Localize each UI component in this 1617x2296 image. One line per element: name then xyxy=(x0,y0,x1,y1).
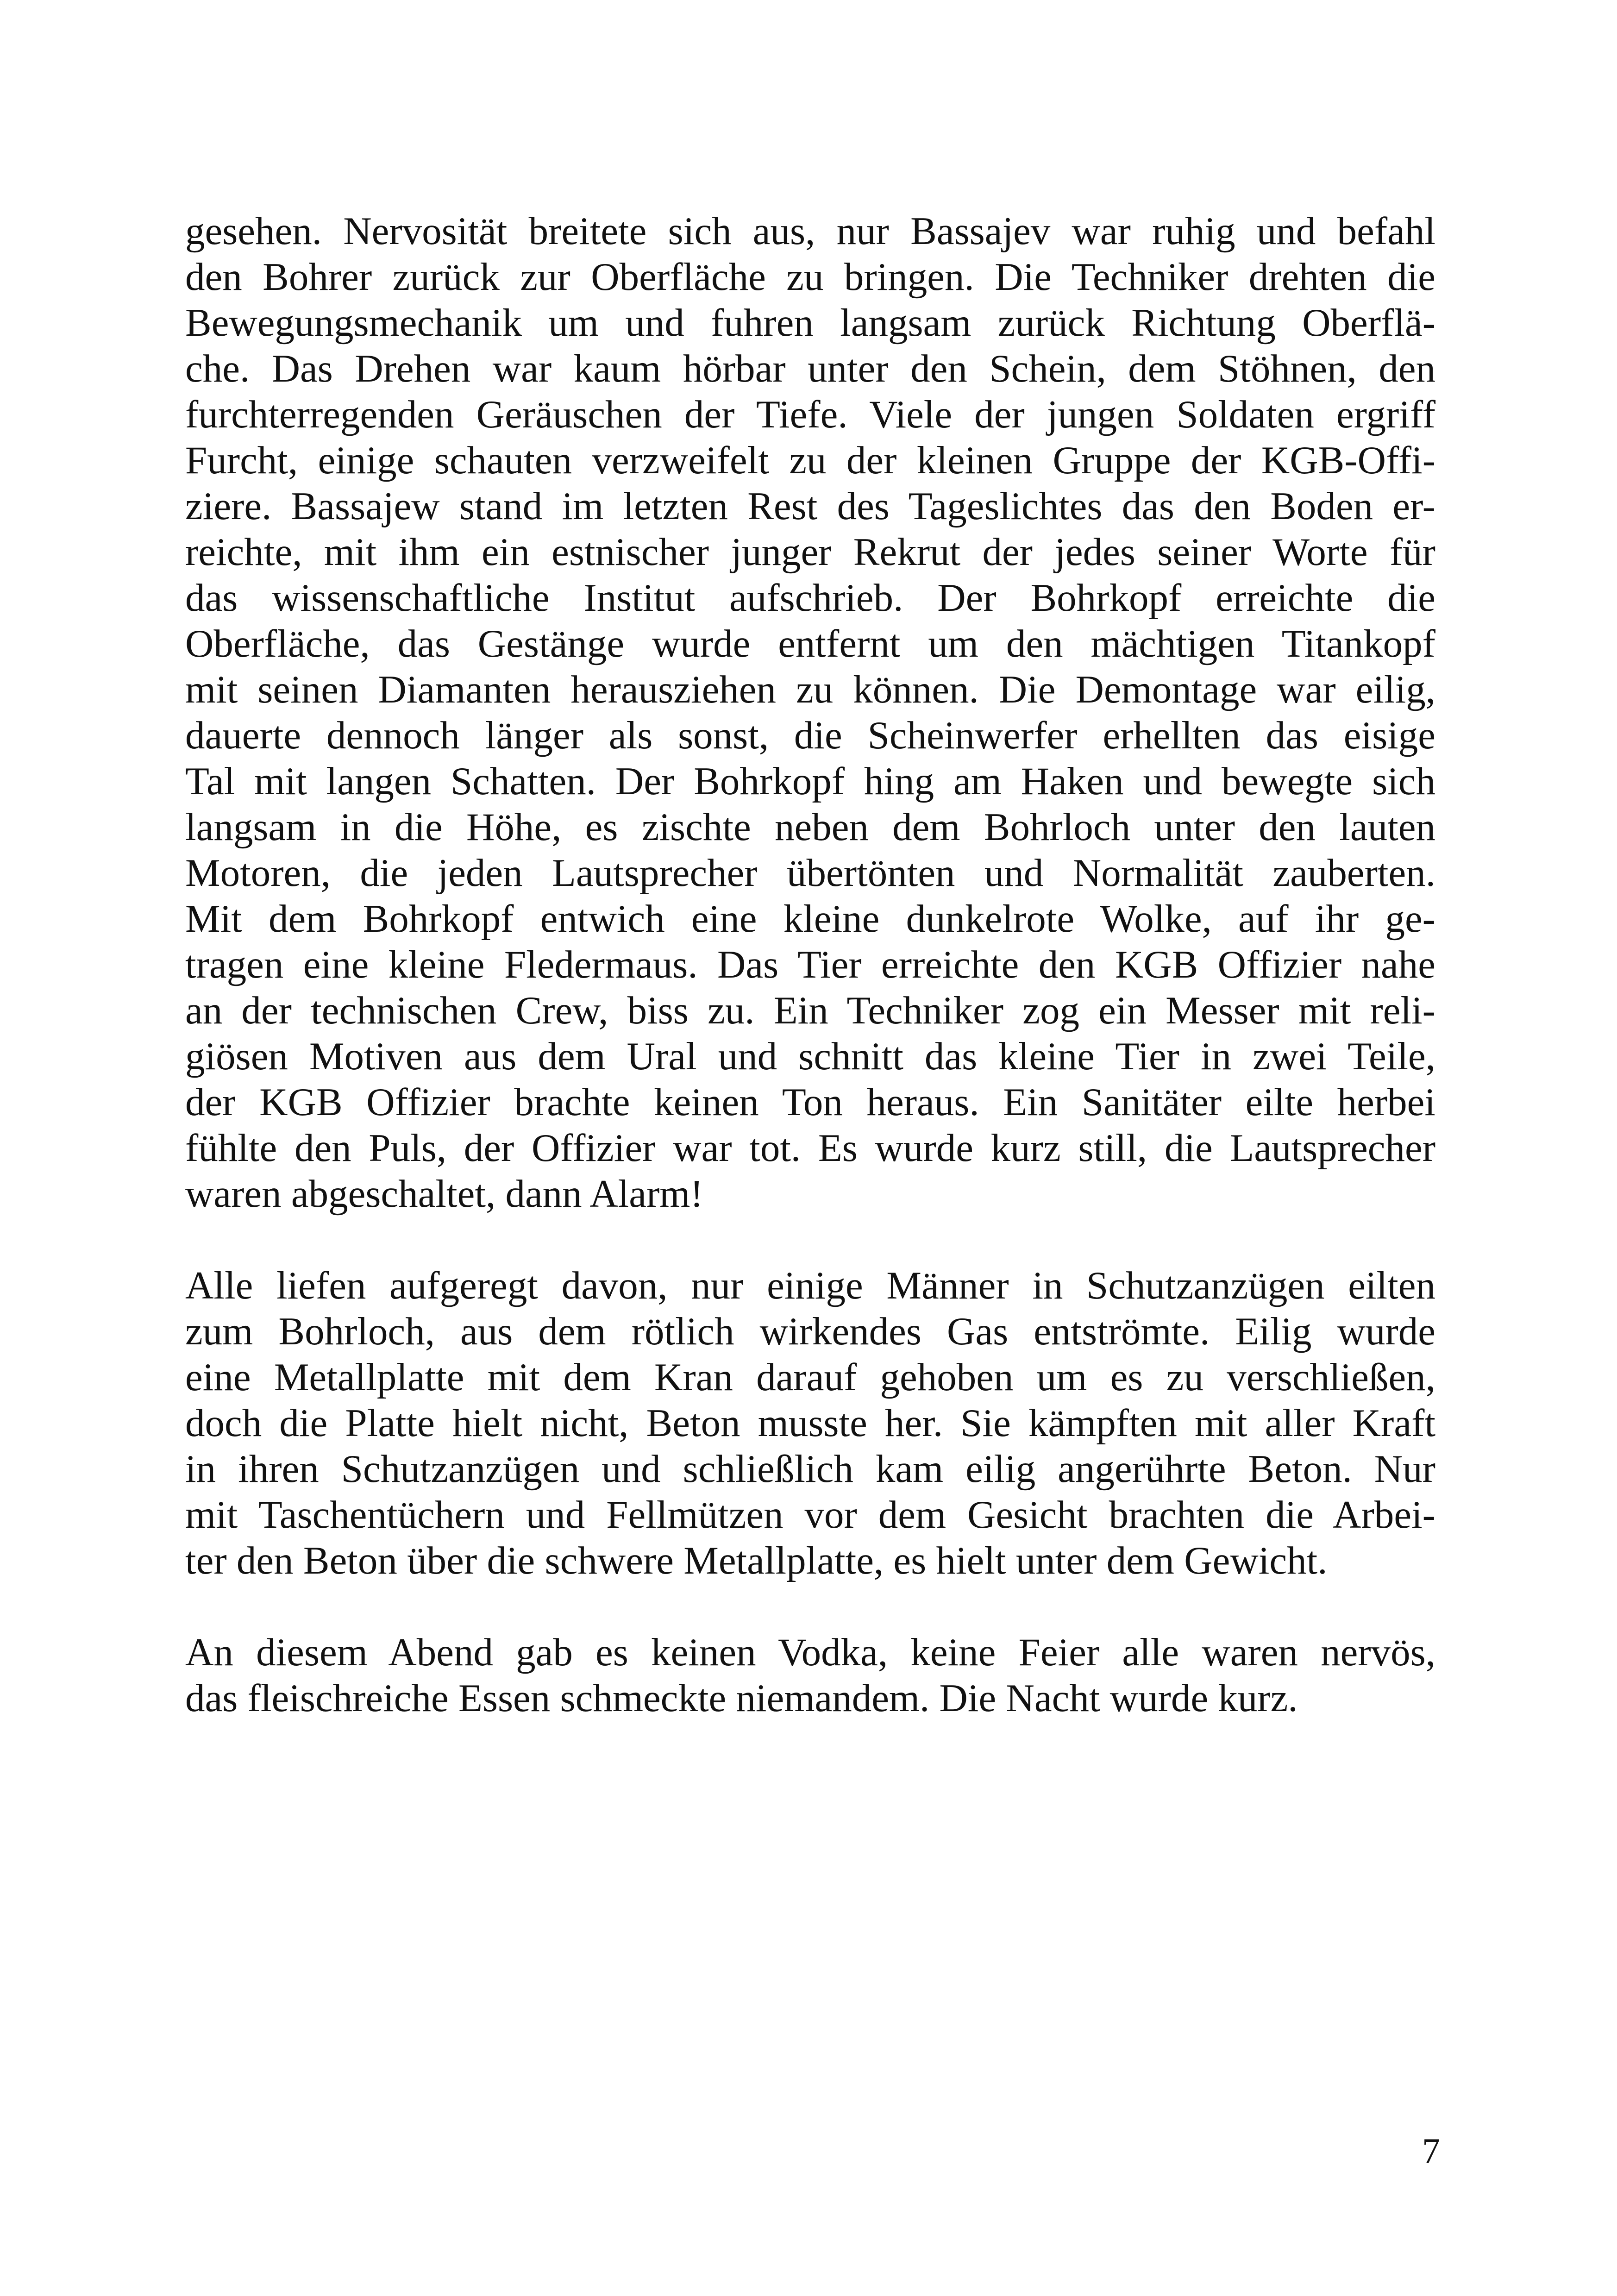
paragraph xyxy=(185,1263,1435,1584)
text-line: fühlte den Puls, der Offizier war tot. Es wurde kurz still, die Lautsprecher xyxy=(185,1126,1435,1170)
text-line: Bewegungsmechanik um und fuhren langsam zurück Richtung Oberflä- xyxy=(185,301,1435,345)
text-line: waren abgeschaltet, dann Alarm! xyxy=(185,1172,703,1216)
page-number: 7 xyxy=(1422,2131,1440,2171)
text-line: giösen Motiven aus dem Ural und schnitt das kleine Tier in zwei Teile, xyxy=(185,1035,1435,1078)
text-line: furchterregenden Geräuschen der Tiefe. Viele der jungen Soldaten ergriff xyxy=(185,393,1435,436)
paragraph-gap xyxy=(185,1584,1435,1630)
text-line: das fleischreiche Essen schmeckte niemandem. Die Nacht wurde kurz. xyxy=(185,1676,1298,1720)
text-line: langsam in die Höhe, es zischte neben dem Bohrloch unter den lauten xyxy=(185,805,1435,849)
paragraph xyxy=(185,208,1435,1217)
text-line: doch die Platte hielt nicht, Beton musste her. Sie kämpften mit aller Kraft xyxy=(185,1401,1435,1445)
text-line: gesehen. Nervosität breitete sich aus, nur Bassajev war ruhig und befahl xyxy=(185,209,1435,253)
text-line: zum Bohrloch, aus dem rötlich wirkendes Gas entströmte. Eilig wurde xyxy=(185,1310,1435,1353)
body-text xyxy=(185,208,1435,1721)
paragraph-gap xyxy=(185,1217,1435,1263)
text-line: che. Das Drehen war kaum hörbar unter den Schein, dem Stöhnen, den xyxy=(185,347,1435,390)
text-line: mit seinen Diamanten herausziehen zu können. Die Demontage war eilig, xyxy=(185,668,1435,711)
text-line: das wissenschaftliche Institut aufschrieb. Der Bohrkopf erreichte die xyxy=(185,576,1435,620)
text-line: in ihren Schutzanzügen und schließlich kam eilig angerührte Beton. Nur xyxy=(185,1447,1435,1491)
text-line: der KGB Offizier brachte keinen Ton heraus. Ein Sanitäter eilte herbei xyxy=(185,1080,1435,1124)
text-line: dauerte dennoch länger als sonst, die Scheinwerfer erhellten das eisige xyxy=(185,714,1435,757)
text-line: an der technischen Crew, biss zu. Ein Techniker zog ein Messer mit reli- xyxy=(185,989,1435,1032)
text-line: Oberfläche, das Gestänge wurde entfernt um den mächtigen Titankopf xyxy=(185,622,1435,665)
text-line: Motoren, die jeden Lautsprecher übertönten und Normalität zauberten. xyxy=(185,851,1435,895)
text-line: Tal mit langen Schatten. Der Bohrkopf hing am Haken und bewegte sich xyxy=(185,759,1435,803)
text-line: reichte, mit ihm ein estnischer junger Rekrut der jedes seiner Worte für xyxy=(185,530,1435,574)
text-line: den Bohrer zurück zur Oberfläche zu bringen. Die Techniker drehten die xyxy=(185,255,1435,299)
text-line: eine Metallplatte mit dem Kran darauf gehoben um es zu verschließen, xyxy=(185,1355,1435,1399)
paragraph xyxy=(185,1630,1435,1721)
text-line: Mit dem Bohrkopf entwich eine kleine dunkelrote Wolke, auf ihr ge- xyxy=(185,897,1435,941)
text-line: Furcht, einige schauten verzweifelt zu der kleinen Gruppe der KGB-Offi- xyxy=(185,439,1435,482)
text-line: tragen eine kleine Fledermaus. Das Tier erreichte den KGB Offizier nahe xyxy=(185,943,1435,986)
text-line: ziere. Bassajew stand im letzten Rest des Tageslichtes das den Boden er- xyxy=(185,484,1435,528)
text-line: ter den Beton über die schwere Metallplatte, es hielt unter dem Gewicht. xyxy=(185,1539,1328,1582)
text-line: Alle liefen aufgeregt davon, nur einige Männer in Schutzanzügen eilten xyxy=(185,1264,1435,1307)
text-line: An diesem Abend gab es keinen Vodka, keine Feier alle waren nervös, xyxy=(185,1631,1435,1674)
text-line: mit Taschentüchern und Fellmützen vor dem Gesicht brachten die Arbei- xyxy=(185,1493,1435,1537)
